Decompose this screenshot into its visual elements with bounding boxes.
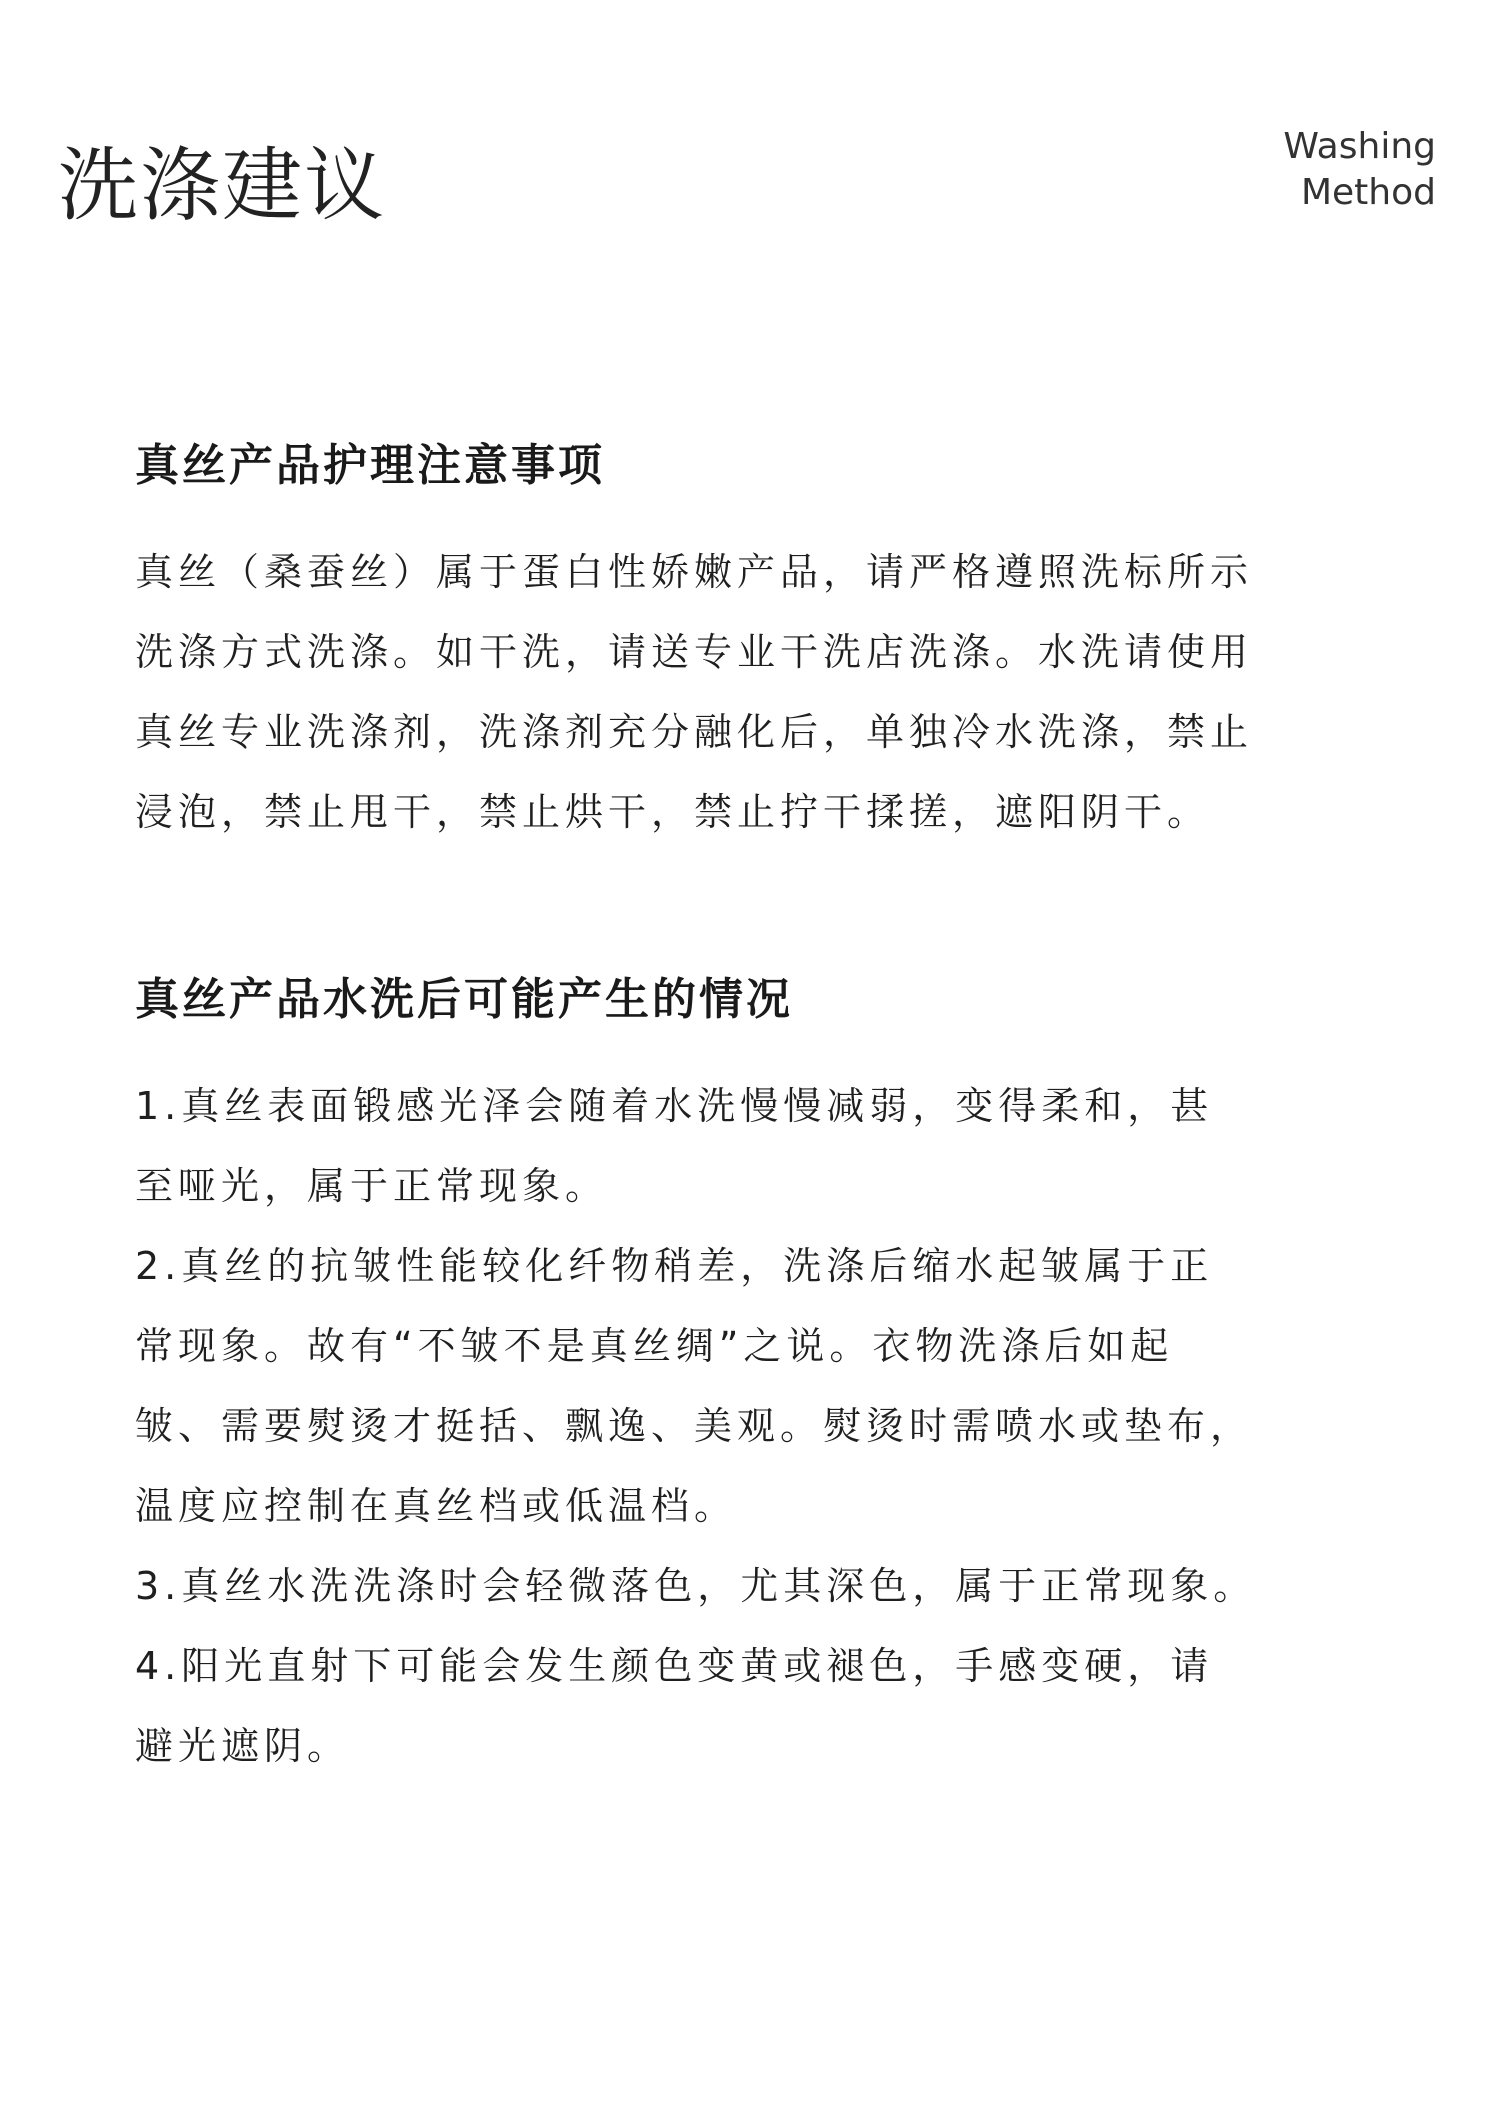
after-wash-item-4: 4.阳光直射下可能会发生颜色变黄或褪色，手感变硬，请 避光遮阴。 — [135, 1644, 1214, 1768]
care-precautions-section — [135, 434, 1375, 852]
after-wash-section — [135, 968, 1375, 1786]
after-wash-body — [135, 1066, 1375, 1786]
english-subtitle-line-2: Method — [1300, 172, 1436, 213]
english-subtitle-line-1: Washing — [1283, 126, 1436, 167]
section-heading-after-wash: 真丝产品水洗后可能产生的情况 — [135, 974, 793, 1025]
english-subtitle — [1283, 124, 1436, 216]
after-wash-item-2: 2.真丝的抗皱性能较化纤物稍差，洗涤后缩水起皱属于正 常现象。故有“不皱不是真丝绸”之说。衣物洗涤后如起 皱、需要熨烫才挺括、飘逸、美观。熨烫时需喷水或垫布， 温度应控制在真丝档或低温档。 — [135, 1244, 1254, 1528]
after-wash-item-3: 3.真丝水洗洗涤时会轻微落色，尤其深色，属于正常现象。 — [135, 1564, 1257, 1608]
page-title: 洗涤建议 — [58, 139, 386, 232]
care-precautions-body — [135, 532, 1375, 852]
after-wash-item-1: 1.真丝表面锻感光泽会随着水洗慢慢减弱，变得柔和，甚 至哑光，属于正常现象。 — [135, 1084, 1214, 1208]
section-heading-care: 真丝产品护理注意事项 — [135, 440, 605, 491]
care-precautions-paragraph: 真丝（桑蚕丝）属于蛋白性娇嫩产品，请严格遵照洗标所示 洗涤方式洗涤。如干洗，请送专业干洗店洗涤。水洗请使用 真丝专业洗涤剂，洗涤剂充分融化后，单独冷水洗涤，禁止 浸泡，禁止甩干，禁止烘干，禁止拧干揉搓，遮阳阴干。 — [135, 550, 1254, 834]
header — [0, 0, 1500, 260]
